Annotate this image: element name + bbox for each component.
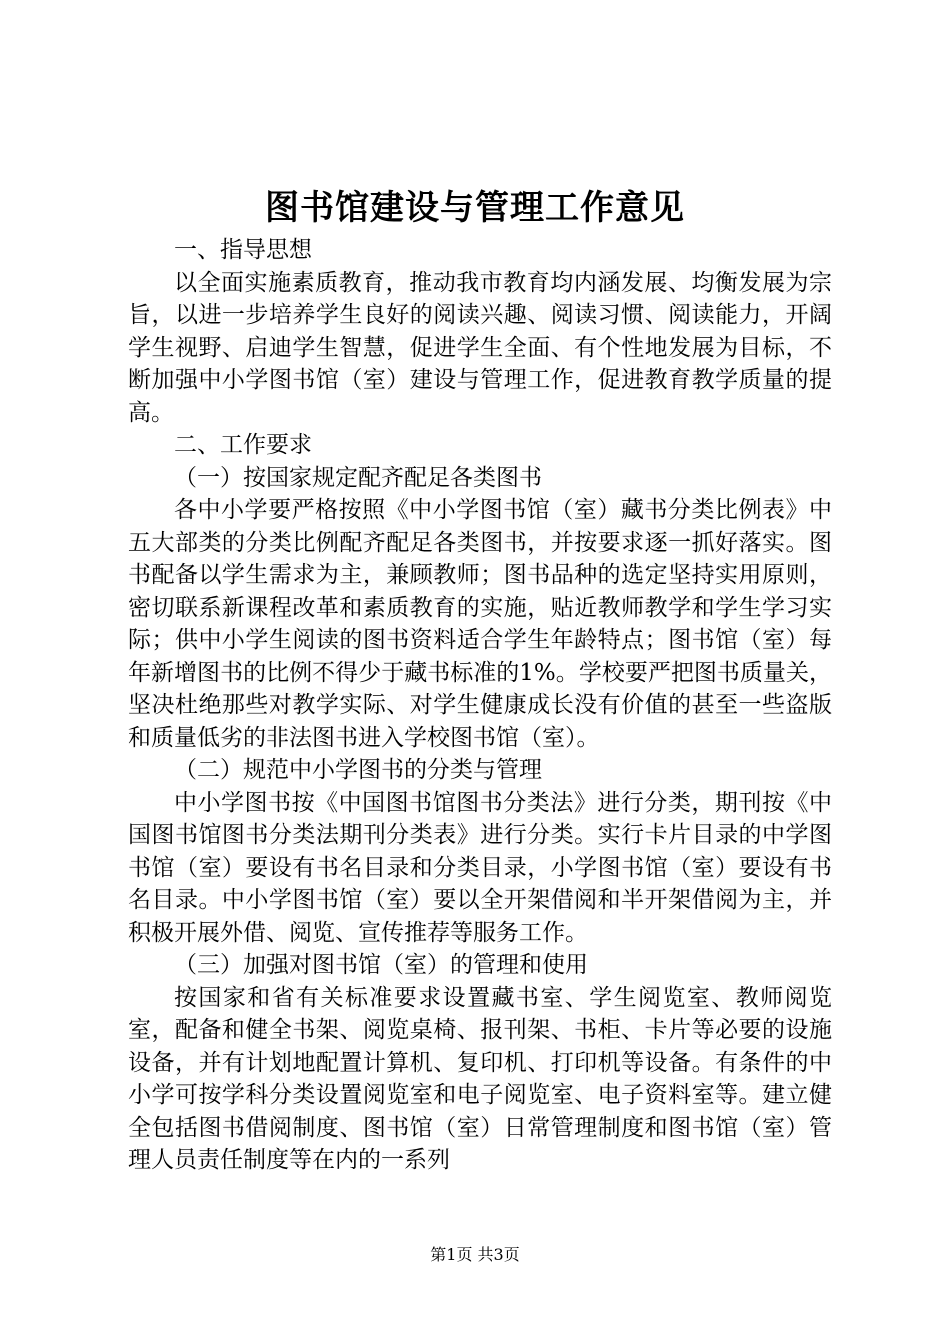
page-footer: 第1页 共3页 [430, 1245, 520, 1264]
subheading-classification: （二）规范中小学图书的分类与管理 [174, 757, 542, 783]
paragraph-classification: 中小学图书按《中国图书馆图书分类法》进行分类，期刊按《中国图书馆图书分类法期刊分类表》进行分类。实行卡片目录的中学图书馆（室）要设有书名目录和分类目录，小学图书馆（室）要设有书名目录。中小学图书馆（室）要以全开架借阅和半开架借阅为主，并积极开展外借、阅览、宣传推荐等服务工作。 [128, 789, 832, 946]
section-heading-work-requirements: 二、工作要求 [174, 432, 312, 458]
subheading-book-allocation: （一）按国家规定配齐配足各类图书 [174, 464, 542, 491]
paragraph-guiding-ideology: 以全面实施素质教育，推动我市教育均内涵发展、均衡发展为宗旨，以进一步培养学生良好的阅读兴趣、阅读习惯、阅读能力，开阔学生视野、启迪学生智慧，促进学生全面、有个性地发展为目标，不断加强中小学图书馆（室）建设与管理工作，促进教育教学质量的提高。 [128, 269, 832, 426]
section-heading-guiding-ideology: 一、指导思想 [174, 237, 312, 263]
paragraph-library-management: 按国家和省有关标准要求设置藏书室、学生阅览室、教师阅览室，配备和健全书架、阅览桌椅、报刊架、书柜、卡片等必要的设施设备，并有计划地配置计算机、复印机、打印机等设备。有条件的中小学可按学科分类设置阅览室和电子阅览室、电子资料室等。建立健全包括图书借阅制度、图书馆（室）日常管理制度和图书馆（室）管理人员责任制度等在内的一系列 [128, 984, 832, 1173]
document-title: 图书馆建设与管理工作意见 [265, 188, 685, 228]
document-body [128, 234, 832, 1177]
paragraph-book-allocation: 各中小学要严格按照《中小学图书馆（室）藏书分类比例表》中五大部类的分类比例配齐配足各类图书，并按要求逐一抓好落实。图书配备以学生需求为主，兼顾教师；图书品种的选定坚持实用原则，密切联系新课程改革和素质教育的实施，贴近教师教学和学生学习实际；供中小学生阅读的图书资料适合学生年龄特点；图书馆（室）每年新增图书的比例不得少于藏书标准的1%。学校要严把图书质量关，坚决杜绝那些对教学实际、对学生健康成长没有价值的甚至一些盗版和质量低劣的非法图书进入学校图书馆（室）。 [128, 497, 832, 751]
subheading-library-management: （三）加强对图书馆（室）的管理和使用 [174, 952, 588, 978]
